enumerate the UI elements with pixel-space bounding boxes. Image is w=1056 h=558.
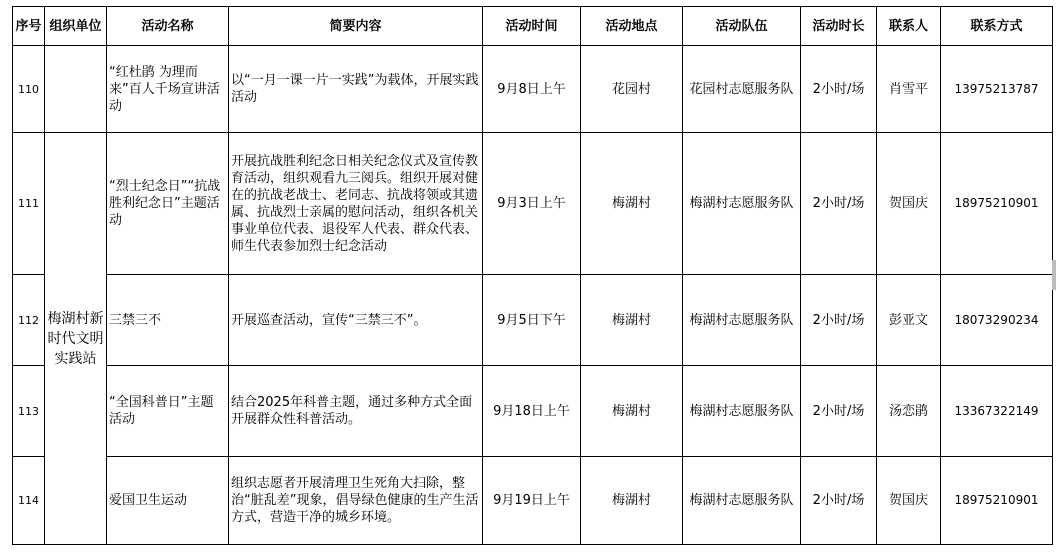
header-name: 活动名称 [107,7,229,46]
duration-cell: 2小时/场 [801,275,877,366]
org-cell-empty [45,46,107,133]
name-cell: 三禁三不 [107,275,229,366]
content-cell: 开展巡查活动，宣传“三禁三不”。 [229,275,483,366]
team-cell: 梅湖村志愿服务队 [683,275,801,366]
place-cell: 梅湖村 [581,366,683,457]
table-row [13,46,1053,133]
name-cell: 爱国卫生运动 [107,457,229,545]
name-cell: “红杜鹃 为理而来”百人千场宣讲活动 [107,46,229,133]
header-phone: 联系方式 [941,7,1053,46]
content-cell: 组织志愿者开展清理卫生死角大扫除，整治“脏乱差”现象，倡导绿色健康的生产生活方式，营造干净的城乡环境。 [229,457,483,545]
team-cell: 花园村志愿服务队 [683,46,801,133]
phone-cell: 13975213787 [941,46,1053,133]
phone-cell: 13367322149 [941,366,1053,457]
seq-cell: 114 [13,457,45,545]
seq-cell: 110 [13,46,45,133]
contact-cell: 肖雪平 [877,46,941,133]
header-seq: 序号 [13,7,45,46]
header-duration: 活动时长 [801,7,877,46]
content-cell: 以“一月一课一片一实践”为载体，开展实践活动 [229,46,483,133]
content-cell: 开展抗战胜利纪念日相关纪念仪式及宣传教育活动，组织观看九三阅兵。组织开展对健在的抗战老战士、老同志、抗战将领或其遗属、抗战烈士亲属的慰问活动，组织各机关事业单位代表、退役军人代表、群众代表、师生代表参加烈士纪念活动 [229,133,483,275]
name-cell: “烈士纪念日”“抗战胜利纪念日”主题活动 [107,133,229,275]
team-cell: 梅湖村志愿服务队 [683,133,801,275]
time-cell: 9月3日上午 [483,133,581,275]
contact-cell: 彭亚文 [877,275,941,366]
phone-cell: 18073290234 [941,275,1053,366]
time-cell: 9月5日下午 [483,275,581,366]
header-row [13,7,1053,46]
table-row [13,275,1053,366]
team-cell: 梅湖村志愿服务队 [683,366,801,457]
duration-cell: 2小时/场 [801,46,877,133]
table-row [13,366,1053,457]
header-team: 活动队伍 [683,7,801,46]
place-cell: 花园村 [581,46,683,133]
phone-cell: 18975210901 [941,457,1053,545]
seq-cell: 112 [13,275,45,366]
duration-cell: 2小时/场 [801,133,877,275]
seq-cell: 111 [13,133,45,275]
table-row [13,133,1053,275]
seq-cell: 113 [13,366,45,457]
header-contact: 联系人 [877,7,941,46]
phone-cell: 18975210901 [941,133,1053,275]
contact-cell: 贺国庆 [877,133,941,275]
window-edge-handle [1052,260,1056,290]
team-cell: 梅湖村志愿服务队 [683,457,801,545]
table-row [13,457,1053,545]
time-cell: 9月18日上午 [483,366,581,457]
header-time: 活动时间 [483,7,581,46]
place-cell: 梅湖村 [581,457,683,545]
duration-cell: 2小时/场 [801,366,877,457]
place-cell: 梅湖村 [581,133,683,275]
contact-cell: 汤恋鹃 [877,366,941,457]
activity-table [12,6,1053,545]
header-org: 组织单位 [45,7,107,46]
header-place: 活动地点 [581,7,683,46]
name-cell: “全国科普日”主题活动 [107,366,229,457]
time-cell: 9月19日上午 [483,457,581,545]
header-content: 简要内容 [229,7,483,46]
contact-cell: 贺国庆 [877,457,941,545]
org-cell: 梅湖村新时代文明实践站 [45,133,107,545]
duration-cell: 2小时/场 [801,457,877,545]
time-cell: 9月8日上午 [483,46,581,133]
content-cell: 结合2025年科普主题，通过多种方式全面开展群众性科普活动。 [229,366,483,457]
place-cell: 梅湖村 [581,275,683,366]
